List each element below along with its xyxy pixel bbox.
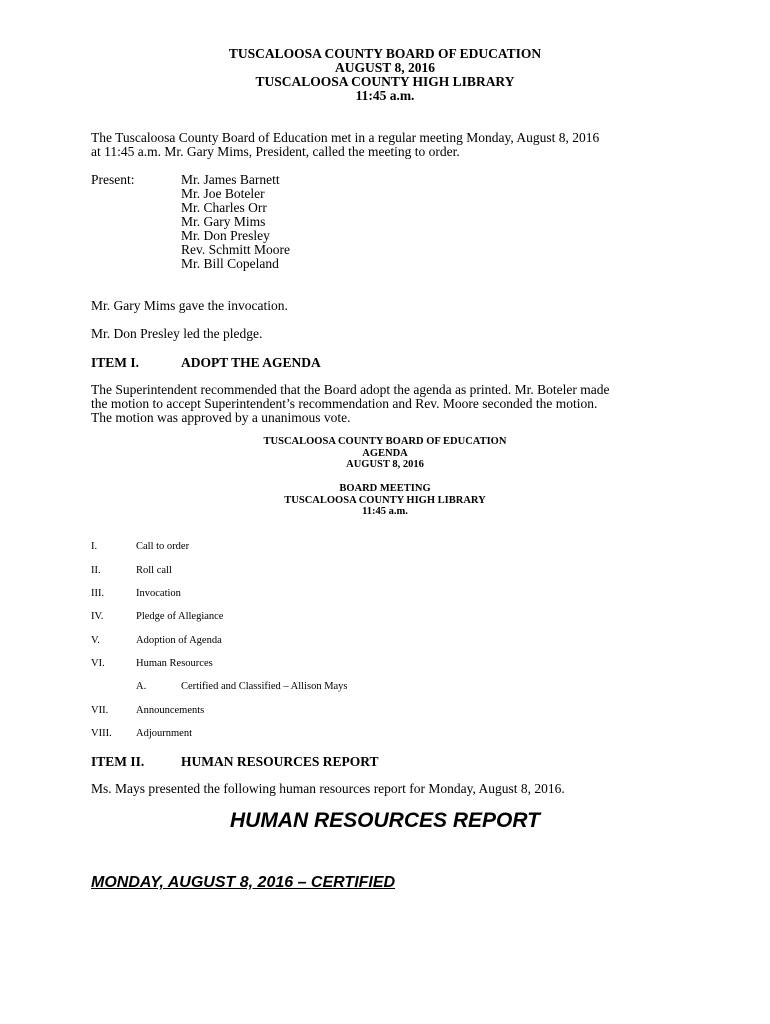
agenda-item-text: Call to order [136,541,190,552]
header-line: TUSCALOOSA COUNTY BOARD OF EDUCATION [228,46,542,61]
agenda-item-text: Pledge of Allegiance [136,611,224,622]
agenda-item [0,705,770,719]
intro-line: at 11:45 a.m. Mr. Gary Mims, President, called the meeting to order. [91,144,460,159]
agenda-item [0,611,770,625]
agenda-item [0,588,770,602]
item-number: ITEM I. [91,355,140,370]
paragraph-line: the motion to accept Superintendent’s recommendation and Rev. Moore seconded the motion. [91,396,598,411]
item-1-paragraph [91,383,609,425]
header-line: AUGUST 8, 2016 [335,60,435,75]
agenda-header-line: AGENDA [362,447,408,459]
header-line: TUSCALOOSA COUNTY HIGH LIBRARY [255,74,515,89]
item-2-heading [91,754,379,770]
agenda-item-number: III. [91,588,105,599]
agenda-item-number: V. [91,635,100,646]
agenda-item-number: VIII. [91,728,112,739]
agenda-header-line: TUSCALOOSA COUNTY HIGH LIBRARY [284,494,486,506]
report-title: HUMAN RESOURCES REPORT [230,809,540,832]
report-subtitle: MONDAY, AUGUST 8, 2016 – CERTIFIED [91,874,396,891]
agenda-item-number: VII. [91,705,109,716]
agenda-item [0,658,770,672]
paragraph-line: The Superintendent recommended that the Board adopt the agenda as printed. Mr. Boteler made [91,382,610,397]
agenda-item-number: I. [91,541,98,552]
agenda-item-number: IV. [91,611,104,622]
agenda-item [0,635,770,649]
agenda-item-text: Invocation [136,588,181,599]
meeting-header [0,47,770,103]
agenda-header [0,436,770,471]
agenda-item [0,728,770,742]
member-name: Rev. Schmitt Moore [181,242,290,257]
present-label: Present: [91,172,135,187]
agenda-header-line: AUGUST 8, 2016 [346,459,424,470]
member-name: Mr. Bill Copeland [181,256,279,271]
agenda-item-text: Certified and Classified – Allison Mays [181,681,348,692]
agenda-item-number: II. [91,565,101,576]
agenda-item [0,541,770,555]
header-line: 11:45 a.m. [355,88,415,103]
present-members [181,173,290,271]
agenda-header-line: BOARD MEETING [339,483,431,494]
member-name: Mr. Gary Mims [181,214,266,229]
intro-paragraph [91,131,599,159]
agenda-item-number: A. [136,681,147,692]
member-name: Mr. Don Presley [181,228,270,243]
agenda-subheader [0,483,770,518]
item-title: ADOPT THE AGENDA [181,355,321,370]
agenda-subitem [0,681,770,695]
paragraph-line: The motion was approved by a unanimous vote. [91,410,351,425]
member-name: Mr. James Barnett [181,172,280,187]
agenda-item-text: Adjournment [136,728,192,739]
agenda-item-text: Human Resources [136,658,213,669]
agenda-item-text: Announcements [136,705,205,716]
agenda-item-number: VI. [91,658,105,669]
agenda-header-line: 11:45 a.m. [362,506,408,517]
item-title: HUMAN RESOURCES REPORT [181,754,379,769]
invocation-text: Mr. Gary Mims gave the invocation. [91,298,288,313]
pledge-text: Mr. Don Presley led the pledge. [91,326,263,341]
agenda-item [0,565,770,579]
intro-line: The Tuscaloosa County Board of Education met in a regular meeting Monday, August 8, 2016 [91,130,600,145]
agenda-item-text: Roll call [136,565,172,576]
item-number: ITEM II. [91,754,145,769]
agenda-item-text: Adoption of Agenda [136,635,222,646]
item-2-paragraph: Ms. Mays presented the following human resources report for Monday, August 8, 2016. [91,781,565,796]
member-name: Mr. Charles Orr [181,200,267,215]
agenda-header-line: TUSCALOOSA COUNTY BOARD OF EDUCATION [263,436,507,447]
member-name: Mr. Joe Boteler [181,186,265,201]
item-1-heading [91,355,321,371]
